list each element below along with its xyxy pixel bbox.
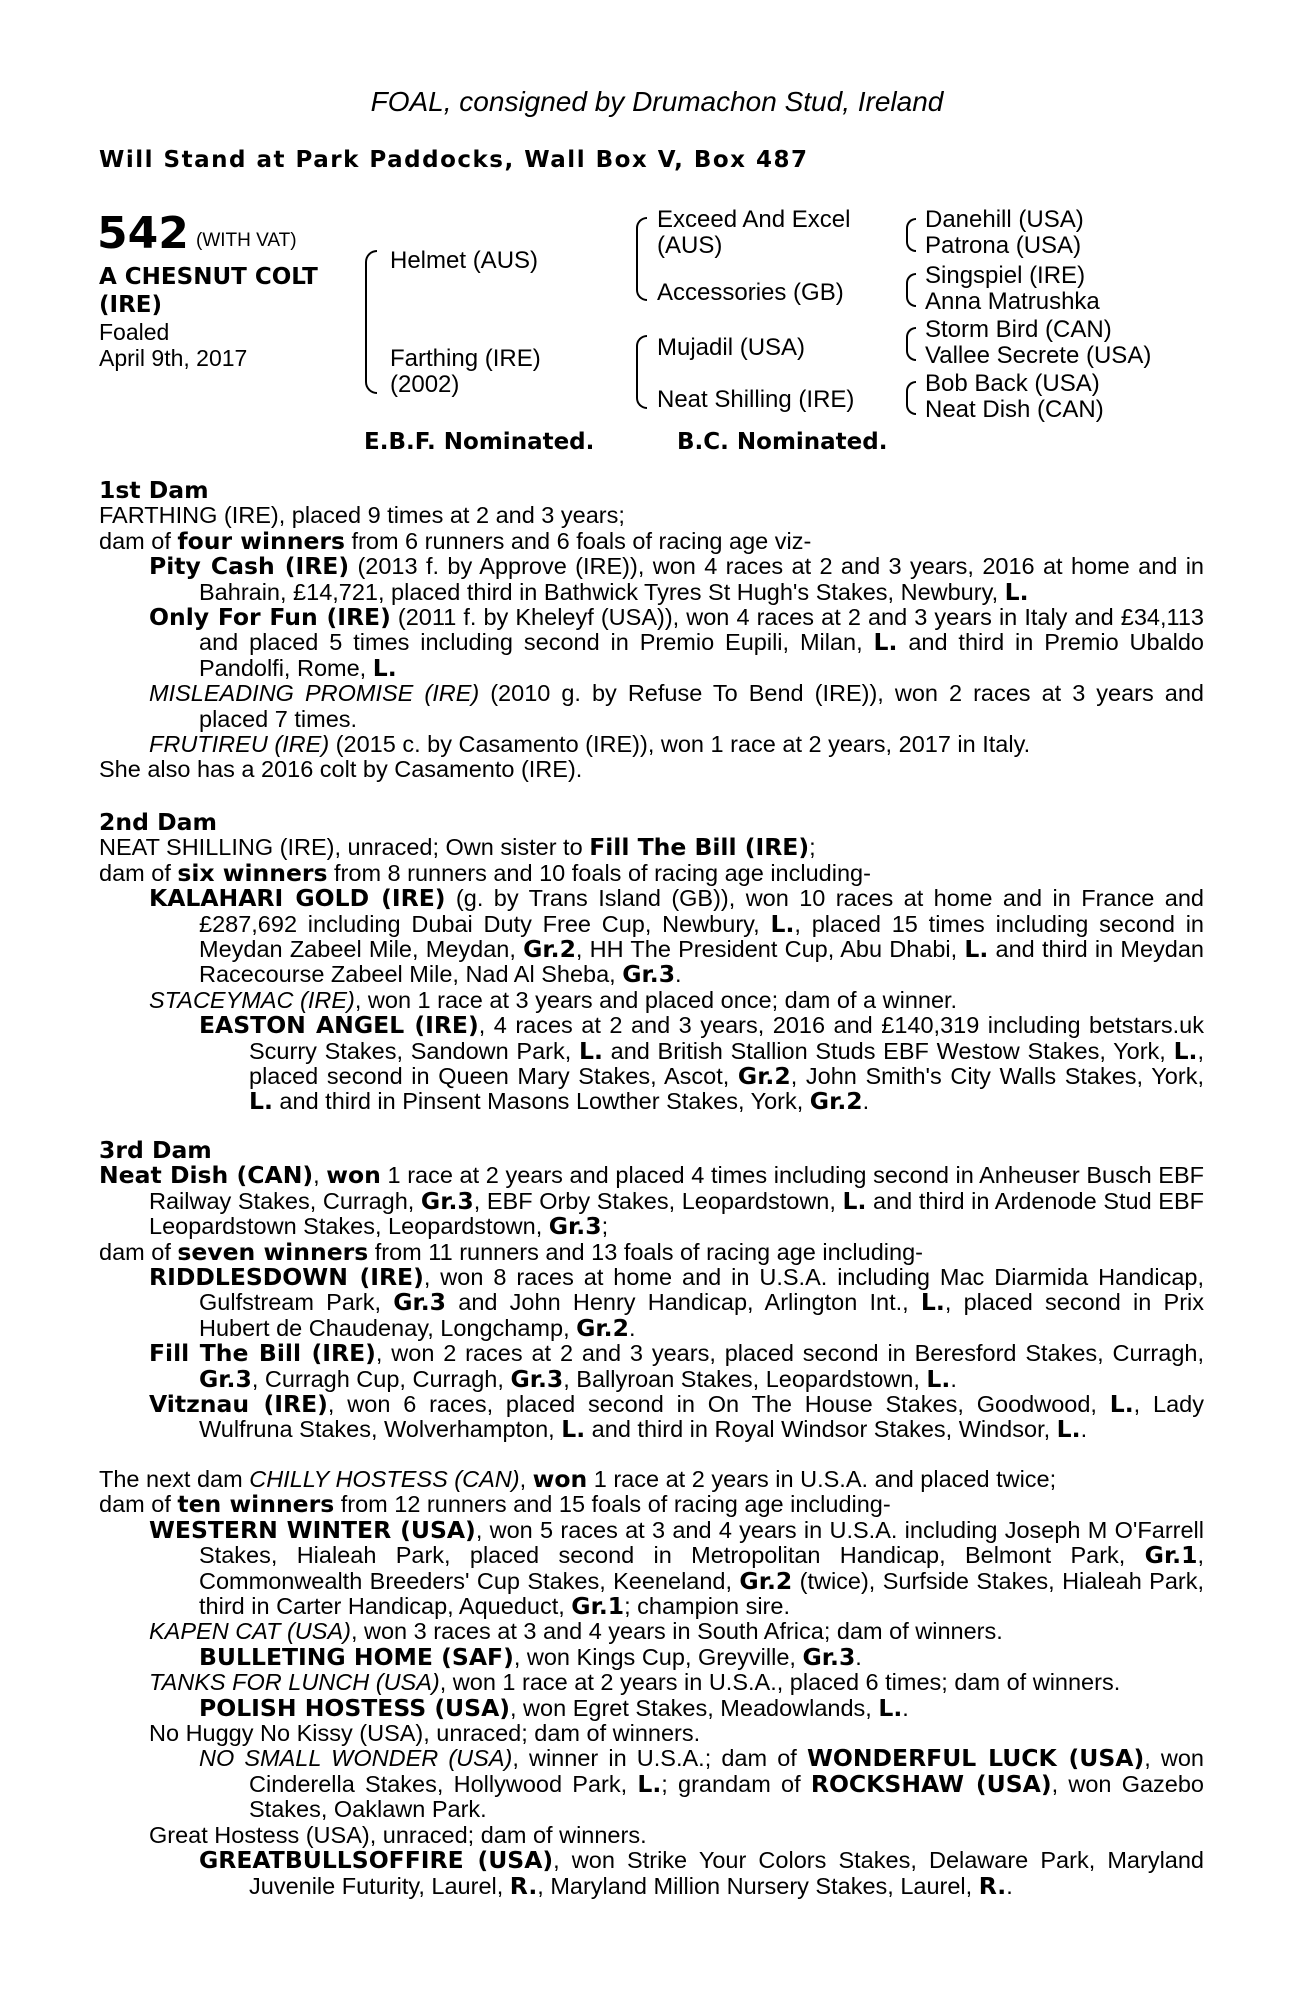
brace-ds xyxy=(906,327,916,361)
next-dam-section xyxy=(99,1467,1204,1899)
sire-dam: Accessories (GB) xyxy=(657,279,844,306)
dam-line: Neat Dish (CAN), won 1 race at 2 years and placed 4 times including second in Anheuser Busch EBF Railway Stakes, Curragh, Gr.3, EBF Orby Stakes, Leopardstown, L. and third in Ardenode Stud EBF Leopardstown Stakes, Leopardstown, Gr.3; xyxy=(99,1161,1204,1241)
produce-record: KAPEN CAT (USA), won 3 races at 3 and 4 years in South Africa; dam of winners. xyxy=(149,1618,1003,1645)
page-title: FOAL, consigned by Drumachon Stud, Ireland xyxy=(370,86,944,117)
section-heading: 3rd Dam xyxy=(99,1136,212,1164)
sd-dam: Anna Matrushka xyxy=(925,288,1100,315)
produce-record: WESTERN WINTER (USA), won 5 races at 3 and 4 years in U.S.A. including Joseph M O'Farrell Stakes, Hialeah Park, placed second in Metropolitan Handicap, Belmont Park, Gr.1, Commonwealth Breeders' Cup Stakes, Keeneland, Gr.2 (twice), Surfside Stakes, Hialeah Park, third in Carter Handicap, Aqueduct, Gr.1; champion sire. xyxy=(149,1515,1204,1621)
produce-summary: dam of four winners from 6 runners and 6 foals of racing age viz- xyxy=(99,526,812,555)
brace-dd xyxy=(906,381,916,415)
brace-dam xyxy=(636,335,647,409)
produce-record: GREATBULLSOFFIRE (USA), won Strike Your Colors Stakes, Delaware Park, Maryland Juvenile Futurity, Laurel, R., Maryland Million Nursery Stakes, Laurel, R.. xyxy=(199,1846,1205,1900)
produce-summary: dam of seven winners from 11 runners and 13 foals of racing age including- xyxy=(99,1237,923,1266)
sd-sire: Singspiel (IRE) xyxy=(925,262,1086,289)
brace-sire xyxy=(636,217,647,301)
sire-sire-line1: Exceed And Excel xyxy=(657,206,851,233)
produce-record: Fill The Bill (IRE), won 2 races at 2 and 3 years, placed second in Beresford Stakes, Curragh, Gr.3, Curragh Cup, Curragh, Gr.3, Ballyroan Stakes, Leopardstown, L.. xyxy=(149,1339,1204,1393)
produce-record: STACEYMAC (IRE), won 1 race at 3 years and placed once; dam of a winner. xyxy=(149,986,958,1013)
sire-sire-line2: (AUS) xyxy=(657,232,723,259)
section-heading: 1st Dam xyxy=(99,476,209,504)
produce-record: POLISH HOSTESS (USA), won Egret Stakes, Meadowlands, L.. xyxy=(199,1693,909,1722)
lot-name-line2: (IRE) xyxy=(99,292,163,318)
produce-record: Only For Fun (IRE) (2011 f. by Kheleyf (USA)), won 4 races at 2 and 3 years in Italy and £34,113 and placed 5 times including second in Premio Eupili, Milan, L. and third in Premio Ubaldo Pandolfi, Rome, L. xyxy=(149,603,1205,682)
ss-sire: Danehill (USA) xyxy=(925,206,1084,233)
produce-record: Pity Cash (IRE) (2013 f. by Approve (IRE)), won 4 races at 2 and 3 years, 2016 at home and in Bahrain, £14,721, placed third in Bathwick Tyres St Hugh's Stakes, Newbury, L. xyxy=(149,552,1204,606)
first-dam-section xyxy=(99,478,1204,783)
dd-dam: Neat Dish (CAN) xyxy=(925,396,1104,423)
produce-record: BULLETING HOME (SAF), won Kings Cup, Greyville, Gr.3. xyxy=(199,1642,862,1671)
ebf-nomination: E.B.F. Nominated. xyxy=(364,429,595,455)
produce-summary: dam of six winners from 8 runners and 10 foals of racing age including- xyxy=(99,858,871,887)
lot-number: 542 xyxy=(97,208,189,259)
dam-line: The next dam CHILLY HOSTESS (CAN), won 1 race at 2 years in U.S.A. and placed twice; xyxy=(99,1465,1057,1493)
bc-nomination: B.C. Nominated. xyxy=(677,429,888,455)
produce-record: KALAHARI GOLD (IRE) (g. by Trans Island (GB)), won 10 races at home and in France and £287,692 including Dubai Duty Free Cup, Newbury, L., placed 15 times including second in Meydan Zabeel Mile, Meydan, Gr.2, HH The President Cup, Abu Dhabi, L. and third in Meydan Racecourse Zabeel Mile, Nad Al Sheba, Gr.3. xyxy=(149,884,1205,989)
dam-dam: Neat Shilling (IRE) xyxy=(657,386,855,413)
produce-record: MISLEADING PROMISE (IRE) (2010 g. by Refuse To Bend (IRE)), won 2 races at 3 years and placed 7 times. xyxy=(149,680,1204,732)
brace-ss xyxy=(906,218,916,252)
dam-line: NEAT SHILLING (IRE), unraced; Own sister to Fill The Bill (IRE); xyxy=(99,833,816,862)
produce-summary: dam of ten winners from 12 runners and 15 foals of racing age including- xyxy=(99,1490,891,1519)
dam-sire: Mujadil (USA) xyxy=(657,334,806,361)
ss-dam: Patrona (USA) xyxy=(925,232,1082,259)
dd-sire: Bob Back (USA) xyxy=(925,370,1100,397)
dam-line: FARTHING (IRE), placed 9 times at 2 and 3 years; xyxy=(99,502,625,529)
produce-record: FRUTIREU (IRE) (2015 c. by Casamento (IRE)), won 1 race at 2 years, 2017 in Italy. xyxy=(149,731,1031,758)
stand-line: Will Stand at Park Paddocks, Wall Box V, Box 487 xyxy=(99,147,809,173)
produce-record: NO SMALL WONDER (USA), winner in U.S.A.; dam of WONDERFUL LUCK (USA), won Cinderella Stakes, Hollywood Park, L.; grandam of ROCKSHAW (USA), won Gazebo Stakes, Oaklawn Park. xyxy=(199,1744,1205,1823)
vat-note: (WITH VAT) xyxy=(196,230,297,251)
brace-gen1 xyxy=(365,250,377,394)
dam-year: (2002) xyxy=(390,371,460,398)
second-dam-section xyxy=(99,810,1204,1115)
produce-record: RIDDLESDOWN (IRE), won 8 races at home and in U.S.A. including Mac Diarmida Handicap, Gulfstream Park, Gr.3 and John Henry Handicap, Arlington Int., L., placed second in Prix Hubert de Chaudenay, Longchamp, Gr.2. xyxy=(149,1263,1205,1342)
produce-record: Vitznau (IRE), won 6 races, placed second in On The House Stakes, Goodwood, L., Lady Wulfruna Stakes, Wolverhampton, L. and third in Royal Windsor Stakes, Windsor, L.. xyxy=(149,1390,1204,1444)
foaled-date: April 9th, 2017 xyxy=(99,345,248,371)
produce-record: No Huggy No Kissy (USA), unraced; dam of winners. xyxy=(149,1720,701,1747)
produce-note: She also has a 2016 colt by Casamento (IRE). xyxy=(99,756,583,783)
lot-name-line1: A CHESNUT COLT xyxy=(99,264,318,290)
produce-record: TANKS FOR LUNCH (USA), won 1 race at 2 years in U.S.A., placed 6 times; dam of winners. xyxy=(149,1669,1121,1696)
produce-record: EASTON ANGEL (IRE), 4 races at 2 and 3 years, 2016 and £140,319 including betstars.uk Scurry Stakes, Sandown Park, L. and British Stallion Studs EBF Westow Stakes, York, L., placed second in Queen Mary Stakes, Ascot, Gr.2, John Smith's City Walls Stakes, York, L. and third in Pinsent Masons Lowther Stakes, York, Gr.2. xyxy=(199,1011,1204,1116)
ds-dam: Vallee Secrete (USA) xyxy=(925,342,1152,369)
third-dam-section xyxy=(99,1138,1204,1443)
brace-sd xyxy=(906,273,916,307)
produce-record: Great Hostess (USA), unraced; dam of winners. xyxy=(149,1821,647,1848)
section-heading: 2nd Dam xyxy=(99,808,217,836)
foaled-label: Foaled xyxy=(99,319,170,345)
sire: Helmet (AUS) xyxy=(390,247,539,274)
ds-sire: Storm Bird (CAN) xyxy=(925,316,1112,343)
dam: Farthing (IRE) xyxy=(390,345,541,372)
